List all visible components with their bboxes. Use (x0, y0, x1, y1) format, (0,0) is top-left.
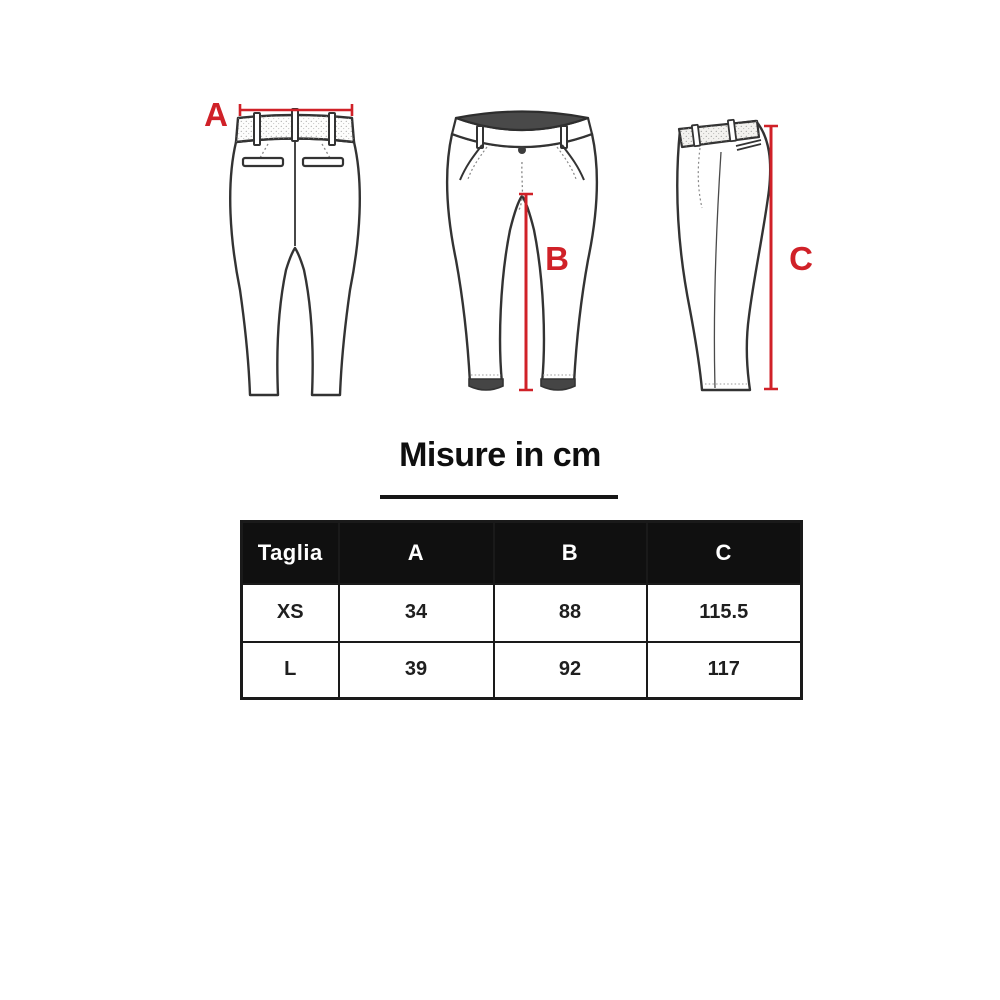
size-cell: L (242, 642, 339, 699)
measure-c-cell: 117 (647, 642, 802, 699)
measure-a-cell: 34 (339, 584, 494, 642)
table-row-l (242, 642, 802, 699)
title-underline (380, 495, 618, 499)
front-button (518, 146, 526, 154)
measure-b-cell: 92 (494, 642, 647, 699)
measure-c-cell: 115.5 (647, 584, 802, 642)
col-header-c: C (647, 522, 802, 584)
col-header-b: B (494, 522, 647, 584)
col-header-a: A (339, 522, 494, 584)
measure-label-c: C (789, 240, 813, 277)
pants-front-view-illustration (447, 112, 597, 391)
size-table-header-row (242, 522, 802, 584)
pants-side-view-illustration (677, 120, 813, 390)
table-row-xs (242, 584, 802, 642)
page-title: Misure in cm (399, 436, 601, 474)
measure-a-cell: 39 (339, 642, 494, 699)
col-header-taglia: Taglia (242, 522, 339, 584)
front-body-outline (447, 134, 597, 383)
measure-b-cell: 88 (494, 584, 647, 642)
measure-label-a: A (204, 96, 228, 133)
measure-line-b (519, 194, 533, 390)
measure-label-b: B (545, 240, 569, 277)
title-section (0, 436, 1000, 475)
pants-size-diagram (180, 90, 830, 410)
side-body-outline (677, 121, 770, 390)
size-cell: XS (242, 584, 339, 642)
pants-back-view-illustration (204, 96, 360, 395)
size-table (240, 520, 803, 700)
